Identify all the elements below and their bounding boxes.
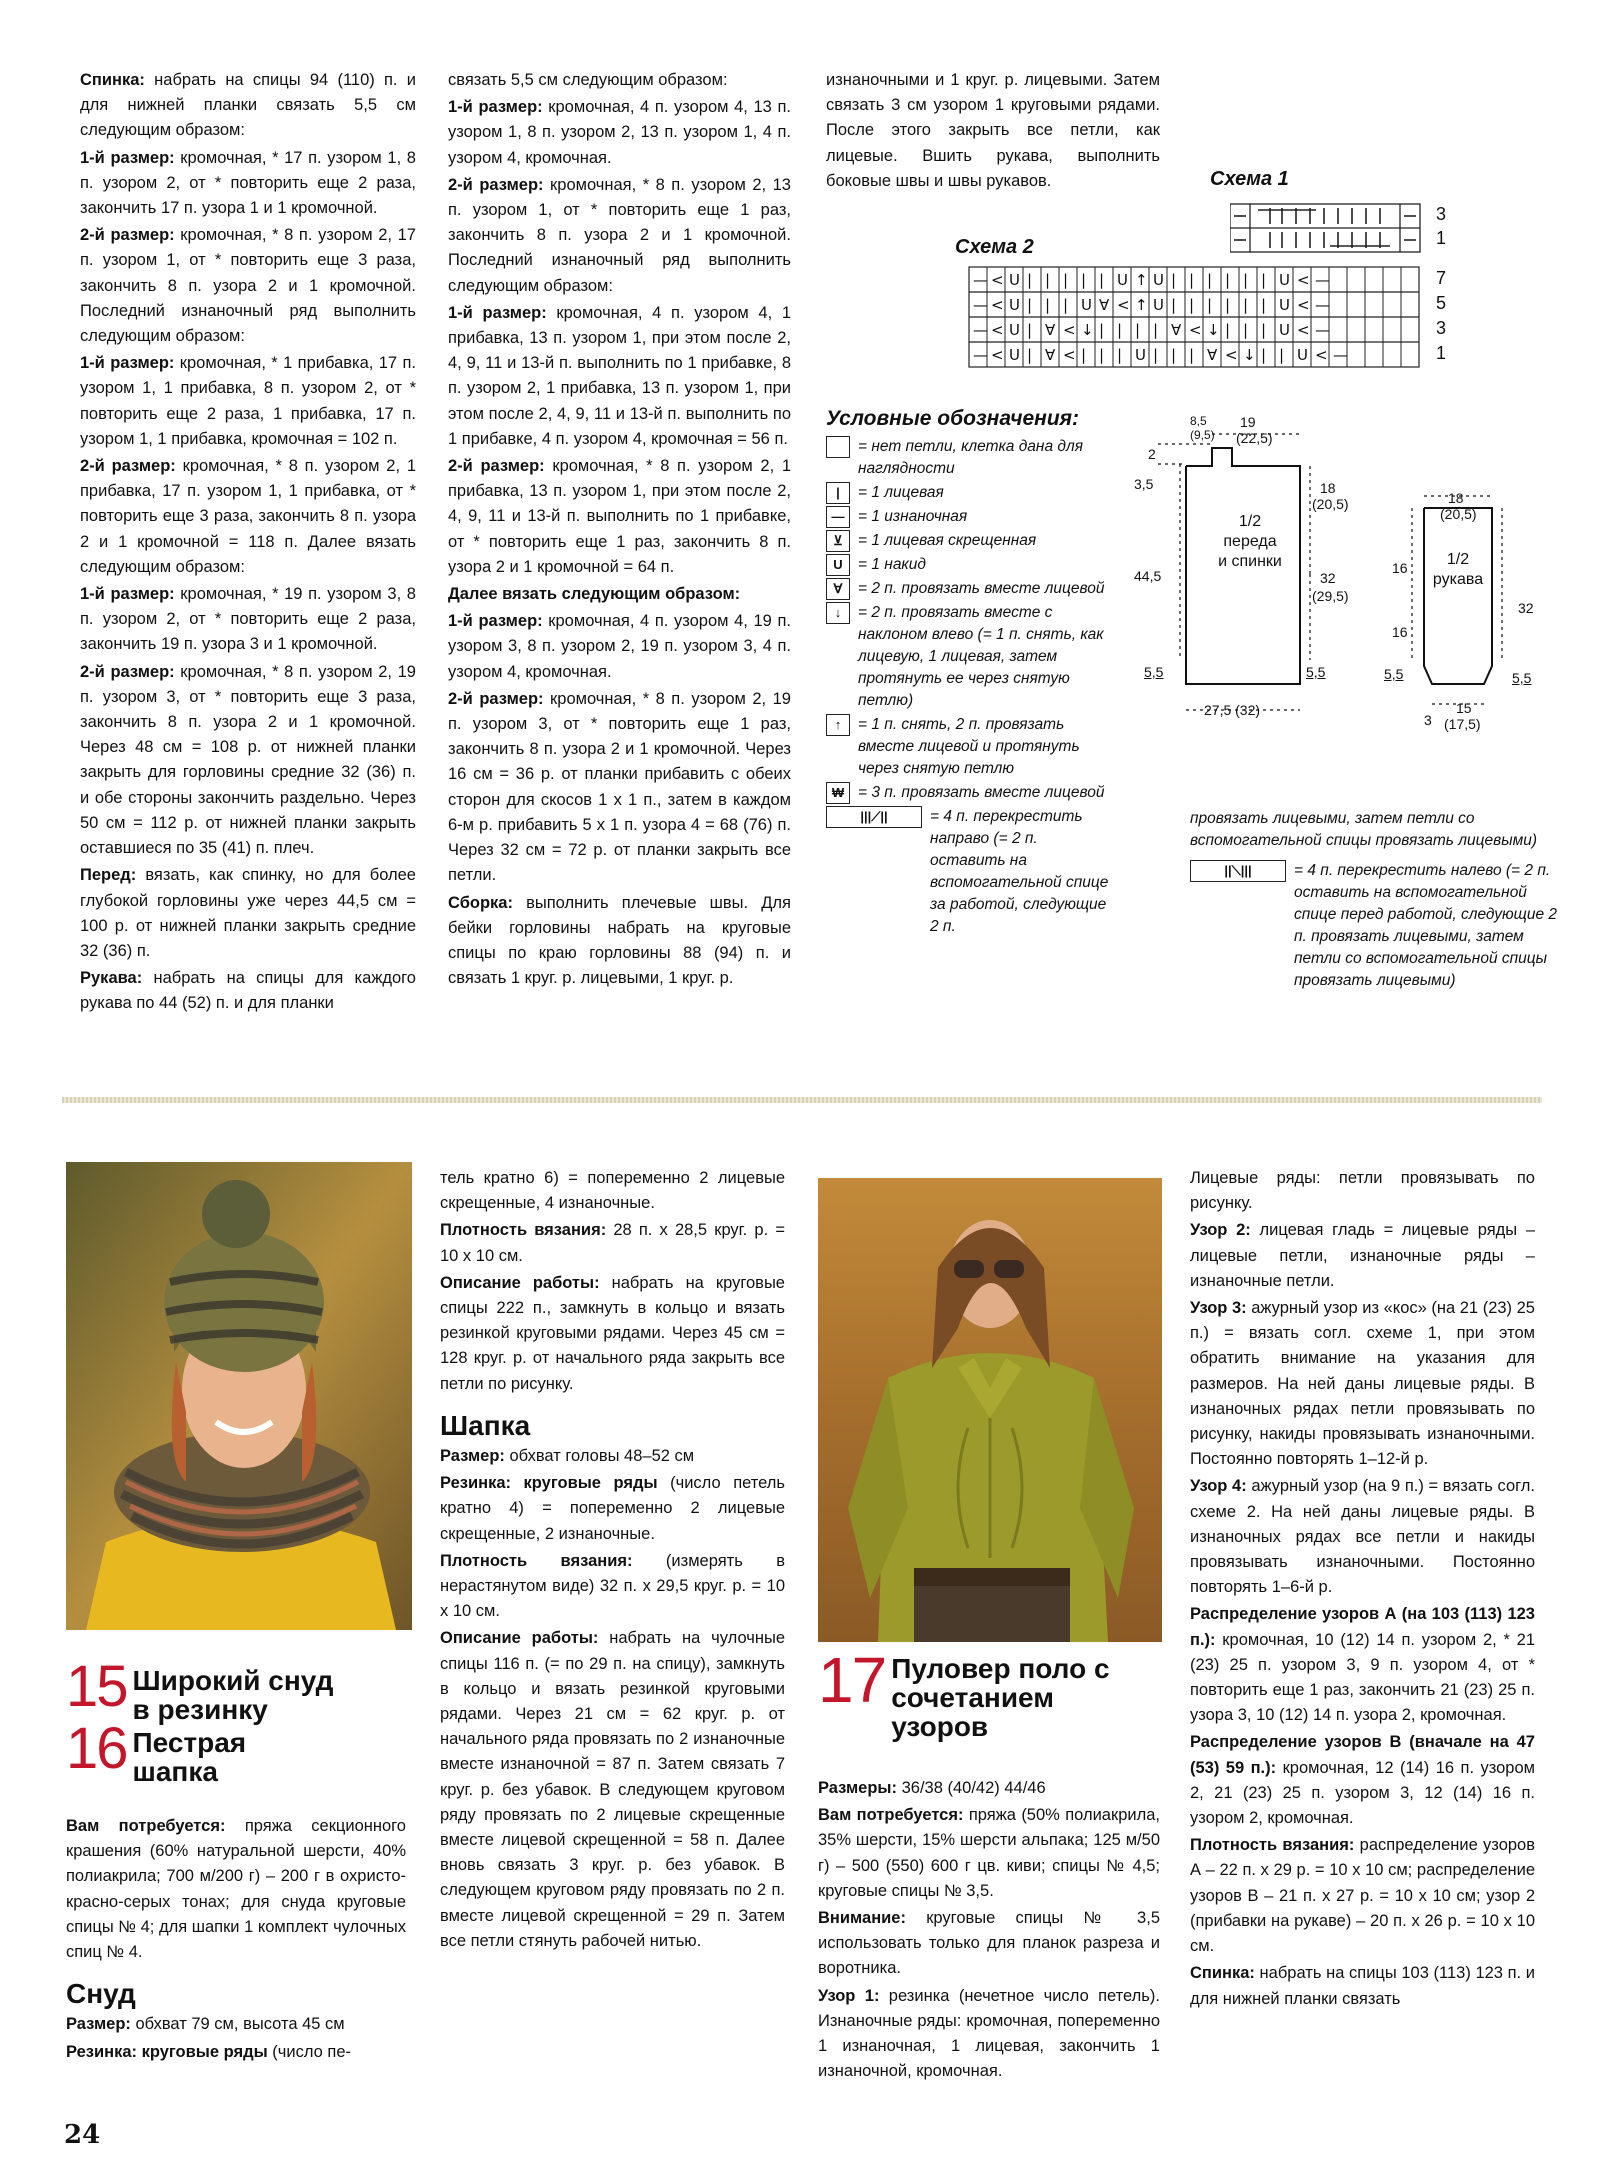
sleeve-dim-15: 15: [1456, 700, 1472, 716]
sleeve-dim-3: 3: [1424, 712, 1432, 728]
bottom-text-column-3: [818, 1776, 1160, 2086]
assembly-text-end: изнаночными и 1 круг. р. лицевыми. Затем связать 3 см узором 1 круговыми рядами. После этого закрыть все петли, как лицевые. Вшить рукава, выполнить боковые швы и швы рукавов.: [826, 71, 1160, 190]
sleeve-dim-5-5-left: 5,5: [1384, 666, 1404, 682]
sleeve-dim-20-5: (20,5): [1440, 506, 1477, 522]
paragraph-keyword: Размеры:: [818, 1779, 898, 1797]
bottom-text-column-2: [440, 1166, 785, 1956]
dim-19: 19: [1240, 414, 1256, 430]
schema-2-stitch: U: [1153, 296, 1164, 314]
paragraph-keyword: Рукава:: [80, 969, 143, 988]
sleeve-dim-16-a: 16: [1392, 560, 1408, 576]
paragraph-keyword: Сборка:: [448, 893, 513, 912]
schema-2-stitch: |: [1189, 296, 1195, 314]
paragraph-text: кромочная, * 19 п. узором 3, 8 п. узором 2, от * повторить еще 2 раза, закончить 19 п. узора 3 и 1 кромочной.: [80, 585, 416, 654]
schema-2-stitch: |: [1045, 271, 1051, 289]
paragraph-keyword: Плотность вязания:: [1190, 1836, 1355, 1855]
schema-2-stitch: |: [1171, 346, 1177, 364]
paragraph: [448, 95, 791, 171]
schema-2-title: Схема 2: [955, 236, 1034, 258]
schema-2-stitch: |: [1117, 346, 1123, 364]
paragraph: [80, 863, 416, 964]
paragraph: [1190, 1833, 1535, 1959]
paragraph-text: кромочная, * 17 п. узором 1, 8 п. узором 2, от * повторить еще 2 раза, закончить 17 п. узора 1 и 1 кромочной.: [80, 148, 416, 218]
sleeve-dim-18: 18: [1448, 490, 1464, 506]
schema-2-stitch: <: [1315, 346, 1328, 364]
paragraph: [448, 301, 791, 452]
paragraph-text: связать 5,5 см следующим образом:: [448, 71, 728, 89]
dim-9-5: (9,5): [1190, 428, 1215, 442]
schema-2-stitch: |: [1171, 296, 1177, 314]
number-17: 17: [818, 1644, 886, 1716]
schema-2-row-7: 7: [1436, 268, 1447, 288]
legend-item: [826, 530, 1116, 552]
title-17: [818, 1644, 1111, 1742]
paragraph-text: набрать на спицы для каждого рукава по 44 (52) п. и для планки: [80, 969, 416, 1013]
stitch-symbol-icon: |: [826, 482, 850, 504]
paragraph-text: вязать, как спинку, но для более глубокой горловины уже через 44,5 см = 100 р. от нижней планки закрыть средние 32 (36) п.: [80, 866, 416, 960]
schema-2-stitch: |: [1207, 271, 1213, 289]
schema-2-stitch: |: [1027, 271, 1033, 289]
schema-2-stitch: |: [1225, 321, 1231, 339]
paragraph: [1190, 1730, 1535, 1831]
paragraph-text: кромочная, * 8 п. узором 2, 17 п. узором 1, от * повторить еще 3 раза, закончить 8 п. узора 2 и 1 кромочной. Последний изнаночный ряд выполнить следующим образом:: [80, 226, 416, 346]
paragraph-text: пряжа секционного крашения (60% натуральной шерсти, 40% полиакрила; 700 м/200 г) – 200 г в охристо-красно-серых тонах; для снуда круговые спицы № 4; для шапки 1 комплект чулочных спиц № 4.: [66, 1817, 406, 1962]
bottom-text-column-4: [1190, 1166, 1535, 2014]
paragraph-keyword: Резинка: круговые ряды: [440, 1474, 658, 1493]
paragraph-keyword: Узор 4:: [1190, 1477, 1247, 1496]
legend-text: = 1 накид: [858, 556, 926, 573]
paragraph-keyword: Размер:: [66, 2015, 131, 2034]
number-15: 15: [66, 1654, 127, 1719]
paragraph: [440, 1549, 785, 1625]
paragraph: [818, 1776, 1160, 1801]
paragraph-text: набрать на спицы 94 (110) п. и для нижней планки связать 5,5 см следующим образом:: [80, 71, 416, 140]
paragraph: [448, 68, 791, 93]
legend-text: = нет петли, клетка дана для наглядности: [858, 438, 1083, 477]
schema-2-stitch: |: [1261, 271, 1267, 289]
schema-2-stitch: |: [1153, 346, 1159, 364]
paragraph: [448, 173, 791, 299]
schema-2-stitch: |: [1279, 346, 1285, 364]
schema-2-stitch: U: [1279, 321, 1290, 339]
schema-2-stitch: |: [1261, 321, 1267, 339]
number-16: 16: [66, 1716, 127, 1781]
title-snood: Широкий снуд в резинку: [132, 1665, 334, 1725]
paragraph-text: набрать на круговые спицы 222 п., замкнуть в кольцо и вязать резинкой круговыми рядами. Через 45 см = 128 круг. р. от начального ряда закрыть все петли по рисунку.: [440, 1273, 785, 1393]
paragraph-text: кромочная, 12 (14) 16 п. узором 2, 21 (23) 25 п. узором 3, 12 (14) 16 п. узором 2, кромочная.: [1190, 1758, 1535, 1828]
paragraph: [448, 582, 791, 607]
paragraph-keyword: 1-й размер:: [448, 612, 543, 631]
paragraph-text: (число пе-: [267, 2042, 352, 2061]
paragraph-keyword: Узор 3:: [1190, 1299, 1247, 1318]
paragraph-keyword: Описание работы:: [440, 1629, 599, 1648]
schema-2-stitch: <: [1297, 321, 1310, 339]
paragraph-keyword: Плотность вязания:: [440, 1221, 607, 1240]
schema-1-row-1: 1: [1436, 228, 1447, 248]
paragraph-text: выполнить плечевые швы. Для бейки горловины набрать на круговые спицы по краю горловины 88 (94) п. и связать 1 круг. р. лицевыми, 1 круг. р.: [448, 893, 791, 988]
schema-2-stitch: |: [1243, 271, 1249, 289]
paragraph: [818, 1906, 1160, 1982]
schema-2-stitch: ∀: [1171, 321, 1182, 339]
paragraph-keyword: Внимание:: [818, 1909, 906, 1928]
paragraph: [80, 68, 416, 144]
schema-2-stitch: |: [1243, 321, 1249, 339]
stitch-symbol-icon: ∀: [826, 578, 850, 600]
legend-cont-text: провязать лицевыми, затем петли со вспомогательной спицы провязать лицевыми): [1190, 810, 1538, 849]
dim-5-5-left: 5,5: [1144, 664, 1164, 680]
legend-text: = 2 п. провязать вместе лицевой: [858, 580, 1105, 597]
paragraph-text: кромочная, * 1 прибавка, 17 п. узором 1, 1 прибавка, 8 п. узором 2, от * повторить еще 2 раза, 1 прибавка, 17 п. узором 1, 1 прибавка, кромочная = 102 п.: [80, 354, 416, 448]
schema-2-stitch: |: [1027, 346, 1033, 364]
paragraph-text: набрать на спицы 103 (113) 123 п. и для нижней планки связать: [1190, 1964, 1535, 2008]
legend-text: = 1 изнаночная: [858, 508, 968, 525]
schema-2-stitch: <: [1225, 346, 1238, 364]
stitch-symbol-icon: [826, 436, 850, 458]
schema-2-stitch: ∀: [1099, 296, 1110, 314]
paragraph-text: (измерять в нерастянутом виде) 32 п. x 29,5 круг. р. = 10 x 10 см.: [440, 1551, 785, 1621]
paragraph-text: круговые спицы № 3,5 использовать только для планок разреза и воротника.: [818, 1909, 1160, 1978]
schema-2-stitch: |: [1189, 271, 1195, 289]
paragraph-keyword: 1-й размер:: [448, 303, 547, 322]
legend-text: = 3 п. провязать вместе лицевой: [858, 784, 1105, 801]
title-16: [66, 1716, 293, 1787]
paragraph: [440, 1166, 785, 1216]
schema-2-stitch: ∀: [1045, 346, 1056, 364]
paragraph-keyword: 1-й размер:: [448, 98, 543, 117]
stitch-symbol-icon: ↓: [826, 602, 850, 624]
paragraph-text: кромочная, * 8 п. узором 2, 13 п. узором 1, от * повторить еще 1 раз, закончить 8 п. узора 2 и 1 кромочной. Последний изнаночный ряд выполнить следующим образом:: [448, 175, 791, 295]
schema-1-grid: [1230, 202, 1430, 256]
paragraph-text: обхват головы 48–52 см: [504, 1447, 695, 1466]
dim-18: 18: [1320, 480, 1336, 496]
dim-44-5: 44,5: [1134, 568, 1162, 584]
dim-2: 2: [1148, 446, 1156, 462]
schema-2-stitch: |: [1153, 321, 1159, 339]
schema-2-stitch: |: [1027, 296, 1033, 314]
schema-2-stitch: U: [1009, 296, 1020, 314]
schema-2-stitch: |: [1099, 346, 1105, 364]
sleeve-dim-5-5-right: 5,5: [1512, 670, 1532, 686]
paragraph-text: (число петель кратно 4) = попеременно 2 лицевые скрещенные, 2 изнаночные.: [440, 1474, 785, 1543]
paragraph-keyword: Далее вязать следующим образом:: [448, 585, 741, 604]
schema-2-stitch: |: [1261, 346, 1267, 364]
legend-text: = 2 п. провязать вместе с наклоном влево (= 1 п. снять, как лицевую, 1 лицевая, затем протянуть ее через снятую петлю): [858, 604, 1104, 709]
schema-2-stitch: —: [973, 346, 988, 364]
schema-2-stitch: ↓: [1243, 346, 1256, 364]
paragraph-text: кромочная, * 8 п. узором 2, 19 п. узором 3, от * повторить еще 3 раза, закончить 8 п. узора 2 и 1 кромочной. Через 48 см = 108 р. от нижней планки закрыть для горловины средние 32 (36) п. и обе стороны закончить раздельно. Через 50 см = 112 р. от нижней планки закрыть оставшиеся по 35 (41) п. плеч.: [80, 662, 416, 858]
schema-2-stitch: —: [1315, 296, 1330, 314]
paragraph-keyword: Вам потребуется:: [66, 1817, 226, 1835]
dim-3-5: 3,5: [1134, 476, 1154, 492]
paragraph: [440, 1271, 785, 1397]
page-number: 24: [64, 2120, 101, 2150]
title-hat: Пестрая шапка: [132, 1727, 247, 1787]
paragraph: [80, 966, 416, 1016]
pullover-illustration: [818, 1178, 1162, 1642]
schema-2-stitch: ∀: [1207, 346, 1218, 364]
paragraph-text: 36/38 (40/42) 44/46: [897, 1779, 1046, 1797]
schema-2-stitch: <: [991, 296, 1004, 314]
sleeve-dim-16-b: 16: [1392, 624, 1408, 640]
schema-2-stitch: |: [1225, 296, 1231, 314]
schema-2-stitch: |: [1099, 321, 1105, 339]
schema-2-stitch: |: [1243, 296, 1249, 314]
paragraph-keyword: Описание работы:: [440, 1273, 600, 1292]
schema-2-stitch: U: [1081, 296, 1092, 314]
dim-32: 32: [1320, 570, 1336, 586]
legend-item: [826, 436, 1116, 480]
legend-item-cross-right: |||⟋|| = 4 п. перекрестить направо (= 2 п. оставить на вспомогательной спице за работой, следующие 2 п.: [826, 806, 1116, 938]
schema-2-stitch: <: [1117, 296, 1130, 314]
schema-2-stitch: <: [991, 271, 1004, 289]
snood-hat-photo: [66, 1162, 412, 1630]
legend-item: [826, 554, 1116, 576]
legend-text: = 1 лицевая: [858, 484, 944, 501]
schema-2-stitch: |: [1225, 271, 1231, 289]
paragraph: [1190, 1218, 1535, 1294]
paragraph: [80, 660, 416, 862]
schema-2-stitch: |: [1081, 271, 1087, 289]
paragraph: [448, 454, 791, 580]
stitch-symbol-icon: U: [826, 554, 850, 576]
schema-2-stitch: |: [1135, 321, 1141, 339]
schema-2-stitch: —: [973, 321, 988, 339]
paragraph: [440, 1218, 785, 1268]
legend-text: = 1 п. снять, 2 п. провязать вместе лицевой и протянуть через снятую петлю: [858, 716, 1080, 777]
paragraph-text: распределение узоров А – 22 п. x 29 р. = 10 x 10 см; распределение узоров В – 21 п. x 27 р. = 10 x 10 см; узор 2 (прибавки на рукаве) – 20 п. x 26 р. = 10 x 10 см.: [1190, 1836, 1535, 1956]
top-text-column-2: [448, 68, 791, 993]
paragraph: [440, 1471, 785, 1547]
schema-2-stitch: <: [1063, 321, 1076, 339]
paragraph: [448, 891, 791, 992]
schema-2-stitch: U: [1009, 346, 1020, 364]
paragraph: [448, 609, 791, 685]
legend: [826, 408, 1116, 940]
paragraph: [80, 223, 416, 349]
dim-27-5: 27,5 (32): [1204, 702, 1261, 718]
body-piece-label: 1/2 переда и спинки: [1218, 513, 1282, 570]
paragraph: [818, 1803, 1160, 1904]
paragraph: [818, 1984, 1160, 2085]
paragraph-keyword: Вам потребуется:: [818, 1806, 964, 1825]
cross-left-icon: ||⟍|||: [1190, 860, 1286, 882]
section-heading: Шапка: [440, 1409, 531, 1441]
top-text-column-3: [826, 68, 1160, 196]
legend-item: [826, 506, 1116, 528]
paragraph-text: обхват 79 см, высота 45 см: [130, 2015, 345, 2034]
paragraph-text: лицевая гладь = лицевые ряды – лицевые петли, изнаночные ряды – изнаночные петли.: [1190, 1221, 1535, 1290]
title-15: [66, 1654, 353, 1725]
schema-2-stitch: —: [973, 296, 988, 314]
schema-2-row-5: 5: [1436, 293, 1447, 313]
paragraph-text: набрать на чулочные спицы 116 п. (= по 29 п. на спицу), замкнуть в кольцо и вязать резинкой круговыми рядами. Через 21 см = 62 круг. р. от начального ряда провязать по 2 изнаночные вместе изнаночной = 87 п. Затем связать 7 круг. р. без убавок. В следующем круговом ряду провязать по 2 лицевые скрещенные вместе лицевой скрещенной = 58 п. Далее вновь связать 3 круг. р. без убавок. В следующем круговом ряду провязать по 2 п. вместе лицевой скрещенной = 29 п. Затем все петли стянуть рабочей нитью.: [440, 1629, 785, 1950]
legend-title: Условные обозначения:: [826, 407, 1080, 430]
paragraph-text: 28 п. x 28,5 круг. р. = 10 x 10 см.: [440, 1221, 785, 1265]
dim-29-5: (29,5): [1312, 588, 1349, 604]
paragraph-text: кромочная, * 8 п. узором 2, 1 прибавка, 13 п. узором 1, при этом после 2, 4, 9, 11 и 13-й п. выполнить по 1 прибавке, от * повторить еще 1 раз, закончить 8 п. узора 2 и 1 кромочной = 64 п.: [448, 457, 792, 576]
paragraph-text: пряжа (50% полиакрила, 35% шерсти, 15% шерсти альпака; 125 м/50 г) – 500 (550) 600 г цв. киви; спицы № 4,5; круговые спицы № 3,5.: [818, 1806, 1160, 1900]
schema-2-stitch: —: [1315, 271, 1330, 289]
schema-2-stitch: <: [1063, 346, 1076, 364]
schema-2-stitch: |: [1171, 271, 1177, 289]
top-text-column-1: [80, 68, 416, 1019]
paragraph-text: тель кратно 6) = попеременно 2 лицевые скрещенные, 4 изнаночные.: [440, 1169, 785, 1213]
schema-2-stitch: U: [1117, 271, 1128, 289]
schema-2-row-3: 3: [1436, 318, 1447, 338]
paragraph-keyword: Узор 1:: [818, 1986, 880, 2005]
paragraph: [440, 1626, 785, 1954]
paragraph-text: ажурный узор из «кос» (на 21 (23) 25 п.) = вязать согл. схеме 1, при этом обратить внимание на указания для размеров. На ней даны лицевые ряды. В изнаночных рядах петли провязывать по рисунку, накиды провязывать изнаночными. Постоянно повторять 1–12-й р.: [1190, 1299, 1535, 1469]
schema-1-row-3: 3: [1436, 204, 1447, 224]
paragraph: [1190, 1474, 1535, 1600]
paragraph: [1190, 1296, 1535, 1472]
legend-continued: [1190, 808, 1570, 994]
legend-item: [826, 578, 1116, 600]
legend-item: [826, 782, 1116, 804]
schema-2-stitch: |: [1027, 321, 1033, 339]
paragraph: [448, 687, 791, 889]
legend-item-cross-left: ||⟍||| = 4 п. перекрестить налево (= 2 п. оставить на вспомогательной спице перед работой, следующие 2 п. провязать лицевыми, затем петли со вспомогательной спицы провязать лицевыми): [1190, 860, 1570, 992]
schema-2-row-1: 1: [1436, 343, 1447, 363]
stitch-symbol-icon: ↑: [826, 714, 850, 736]
schema-1-title: Схема 1: [1210, 168, 1289, 190]
paragraph-keyword: Спинка:: [80, 71, 145, 89]
schema-2-stitch: |: [1045, 296, 1051, 314]
paragraph-text: резинка (нечетное число петель). Изнаночные ряды: кромочная, попеременно 1 изнаночная, 1 лицевая, закончить 1 изнаночной, кромочная.: [818, 1986, 1160, 2081]
stitch-symbol-icon: ⊻: [826, 530, 850, 552]
legend-item: [826, 602, 1116, 712]
schema-2-stitch: <: [991, 346, 1004, 364]
pullover-photo: [818, 1178, 1162, 1642]
paragraph-text: Лицевые ряды: петли провязывать по рисунку.: [1190, 1169, 1535, 1213]
schema-2-stitch: U: [1153, 271, 1164, 289]
paragraph-keyword: Спинка:: [1190, 1964, 1255, 1983]
schema-2-stitch: U: [1009, 271, 1020, 289]
schema-2-stitch: U: [1279, 296, 1290, 314]
schema-2-stitch: ↓: [1081, 321, 1094, 339]
schema-2-grid: [968, 266, 1430, 370]
paragraph: [80, 582, 416, 658]
legend-text: = 1 лицевая скрещенная: [858, 532, 1037, 549]
paragraph-text: кромочная, * 8 п. узором 2, 1 прибавка, 17 п. узором 1, 1 прибавка, от * повторить еще 3 раза, закончить 8 п. узора 2 и 1 кромочной = 118 п. Далее вязать следующим образом:: [80, 457, 417, 576]
sleeve-piece-label: 1/2 рукава: [1432, 551, 1484, 588]
schema-2-stitch: ∀: [1045, 321, 1056, 339]
dim-22-5: (22,5): [1236, 430, 1273, 446]
snood-hat-illustration: [66, 1162, 412, 1630]
paragraph-text: кромочная, 10 (12) 14 п. узором 2, * 21 (23) 25 п. узором 3, 9 п. узором 4, от * повторить еще 1 раз, закончить 21 (23) 25 п. узора 3, 10 (12) 14 п. узора 2, кромочная.: [1190, 1630, 1535, 1725]
paragraph: [66, 2012, 406, 2037]
schema-2-stitch: <: [1297, 296, 1310, 314]
schema-2-stitch: —: [1315, 321, 1330, 339]
schema-2-stitch: |: [1207, 296, 1213, 314]
paragraph-text: кромочная, * 8 п. узором 2, 19 п. узором 3, от * повторить еще 1 раз, закончить 8 п. узора 2 и 1 кромочной. Через 16 см = 36 р. от планки прибавить с обеих сторон для скосов 1 x 1 п., затем в каждом 6-м р. прибавить 5 x 1 п. узора 4 = 68 (76) п. Через 32 см = 72 р. от планки закрыть все петли.: [448, 689, 791, 885]
paragraph-keyword: 2-й размер:: [80, 226, 175, 245]
schema-2-stitch: U: [1297, 346, 1308, 364]
schema-2-stitch: <: [1297, 271, 1310, 289]
paragraph-text: кромочная, 4 п. узором 4, 1 прибавка, 13 п. узором 1, при этом после 2, 4, 9, 11 и 13-й п. выполнить по 1 прибавке, 8 п. узором 2, 1 прибавка, 13 п. узором 1, при этом после 2, 4, 9, 11 и 13-й п. выполнить по 1 прибавке, 4 п. узором 4, кромочная = 56 п.: [448, 303, 792, 448]
schema-2-stitch: U: [1279, 271, 1290, 289]
schema-2-stitch: ↑: [1135, 296, 1148, 314]
paragraph: [1190, 1602, 1535, 1728]
section-heading: Снуд: [66, 1978, 136, 2010]
paragraph-keyword: 1-й размер:: [80, 148, 175, 167]
paragraph: [66, 1814, 406, 1965]
paragraph: [1190, 1961, 1535, 2011]
paragraph-keyword: 2-й размер:: [80, 457, 176, 476]
stitch-symbol-icon: —: [826, 506, 850, 528]
legend-item: [826, 714, 1116, 780]
schema-2-stitch: U: [1135, 346, 1146, 364]
dim-8-5: 8,5: [1190, 414, 1207, 428]
paragraph-keyword: Узор 2:: [1190, 1221, 1251, 1240]
schema-2-stitch: |: [1063, 271, 1069, 289]
pattern-diagram: [1120, 404, 1580, 744]
dim-20-5: (20,5): [1312, 496, 1349, 512]
paragraph-keyword: Резинка: круговые ряды: [66, 2042, 268, 2061]
paragraph: [80, 454, 416, 580]
paragraph-keyword: Размер:: [440, 1447, 505, 1466]
paragraph-keyword: 1-й размер:: [80, 585, 175, 604]
dim-5-5-right: 5,5: [1306, 664, 1326, 680]
paragraph-keyword: Распределение узоров В (вначале на 47 (53) 59 п.):: [1190, 1733, 1535, 1777]
cross-right-icon: |||⟋||: [826, 806, 922, 828]
stitch-symbol-icon: ₩: [826, 782, 850, 804]
paragraph-keyword: 1-й размер:: [80, 354, 175, 373]
schema-2-stitch: ↑: [1135, 271, 1148, 289]
paragraph-keyword: Распределение узоров А (на 103 (113) 123 п.):: [1190, 1605, 1535, 1649]
schema-2-stitch: U: [1009, 321, 1020, 339]
paragraph-keyword: 2-й размер:: [80, 662, 175, 681]
sleeve-dim-32: 32: [1518, 600, 1534, 616]
schema-2-stitch: |: [1081, 346, 1087, 364]
schema-2-stitch: |: [1189, 346, 1195, 364]
schema-2-stitch: ↓: [1207, 321, 1220, 339]
paragraph: [1190, 1166, 1535, 1216]
paragraph-keyword: 2-й размер:: [448, 689, 544, 708]
schema-2-stitch: |: [1063, 296, 1069, 314]
schema-2-stitch: —: [1333, 346, 1348, 364]
paragraph-text: ажурный узор (на 9 п.) = вязать согл. схеме 2. На ней даны лицевые ряды. В изнаночных рядах все петли и накиды провязывать изнаночными. Постоянно повторять 1–6-й р.: [1190, 1477, 1535, 1597]
section-divider: [62, 1097, 1542, 1103]
paragraph: [66, 2040, 406, 2065]
paragraph-keyword: Перед:: [80, 866, 137, 885]
schema-2-stitch: |: [1261, 296, 1267, 314]
schema-2-stitch: —: [973, 271, 988, 289]
sleeve-dim-17-5: (17,5): [1444, 716, 1481, 732]
paragraph: [80, 146, 416, 222]
schema-2-stitch: |: [1099, 271, 1105, 289]
schema-2-stitch: |: [1117, 321, 1123, 339]
paragraph: [440, 1444, 785, 1469]
schema-2-stitch: <: [991, 321, 1004, 339]
paragraph-keyword: Плотность вязания:: [440, 1551, 633, 1570]
title-pullover: Пуловер поло с сочетанием узоров: [891, 1653, 1110, 1742]
paragraph-keyword: 2-й размер:: [448, 175, 544, 194]
paragraph-text: кромочная, 4 п. узором 4, 13 п. узором 1, 8 п. узором 2, 13 п. узором 1, 4 п. узором 4, кромочная.: [448, 98, 791, 167]
paragraph: [80, 351, 416, 452]
bottom-text-column-1: [66, 1814, 406, 2067]
paragraph-text: кромочная, 4 п. узором 4, 19 п. узором 3, 8 п. узором 2, 19 п. узором 3, 4 п. узором 4, кромочная.: [448, 612, 791, 681]
legend-item: [826, 482, 1116, 504]
schema-2-stitch: <: [1189, 321, 1202, 339]
paragraph-keyword: 2-й размер:: [448, 457, 545, 476]
